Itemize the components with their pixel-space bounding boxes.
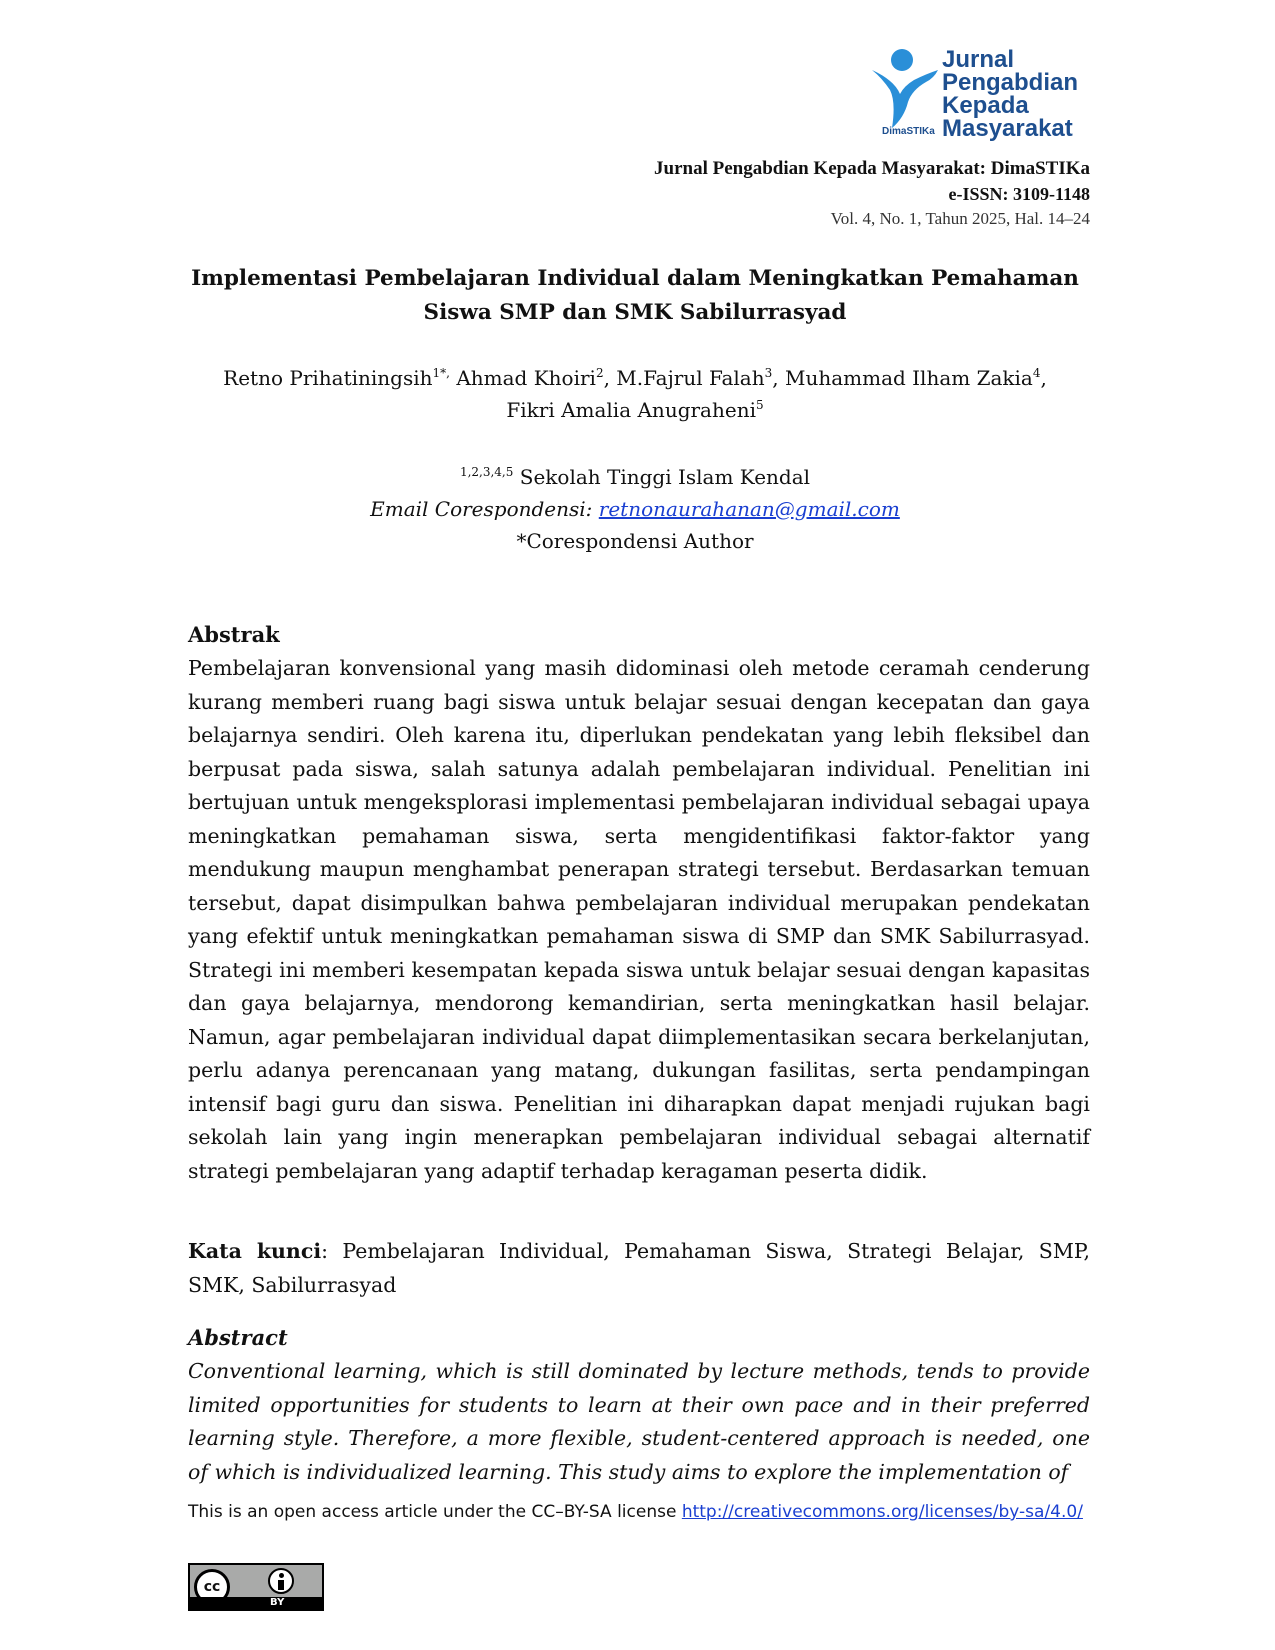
license-link[interactable]: http://creativecommons.org/licenses/by-sa/4.0/	[681, 1502, 1083, 1522]
author-affil-sup: 2	[595, 366, 604, 380]
keywords-label: Kata kunci	[188, 1239, 322, 1263]
license-notice	[188, 1500, 1090, 1525]
affiliation-line	[190, 461, 1080, 493]
affiliation-block	[190, 461, 1080, 557]
email-label: Email Corespondensi:	[370, 497, 599, 521]
journal-meta	[654, 155, 1090, 231]
author-name: Ahmad Khoiri	[449, 366, 596, 390]
abstract-heading: Abstract	[188, 1325, 288, 1350]
author-affil-sup: 4	[1032, 366, 1041, 380]
author-name: Retno Prihatiningsih	[223, 366, 433, 390]
abstract-body: Conventional learning, which is still dominated by lecture methods, tends to provide limited opportunities for students to learn at their own pace and in their preferred learning style. Therefore, a more flexible, student-centered approach is needed, one of which is individualized learning. This study aims to explore the implementation of	[188, 1359, 1090, 1484]
author-affil-sup: 1*,	[432, 366, 450, 380]
paper-title	[190, 262, 1080, 330]
keywords	[188, 1235, 1090, 1302]
author-affil-sup: 5	[755, 398, 764, 412]
email-line	[190, 493, 1080, 525]
journal-logo	[870, 48, 1090, 144]
abstrak-heading: Abstrak	[188, 622, 280, 647]
author-separator: ,	[1040, 366, 1047, 390]
email-link[interactable]: retnonaurahanan@gmail.com	[598, 497, 900, 521]
author-affil-sup: 3	[764, 366, 773, 380]
attribution-icon	[268, 1568, 294, 1594]
title-line: Implementasi Pembelajaran Individual dalam Meningkatkan Pemahaman	[191, 266, 1079, 291]
cc-by-badge[interactable]	[188, 1563, 324, 1611]
author-name: Fikri Amalia Anugraheni	[506, 398, 756, 422]
logo-line: Kepada	[942, 92, 1029, 119]
badge-bar	[190, 1597, 322, 1609]
affiliation-sup: 1,2,3,4,5	[459, 465, 514, 479]
correspondence-note: *Corespondensi Author	[516, 529, 754, 553]
keywords-text: : Pembelajaran Individual, Pemahaman Siswa, Strategi Belajar, SMP, SMK, Sabilurrasyad	[188, 1239, 1090, 1297]
logo-line: Masyarakat	[942, 115, 1073, 142]
author-name: , Muhammad Ilham Zakia	[772, 366, 1033, 390]
title-line: Siswa SMP dan SMK Sabilurrasyad	[423, 300, 847, 325]
journal-volume: Vol. 4, No. 1, Tahun 2025, Hal. 14–24	[830, 209, 1090, 228]
author-list	[190, 362, 1080, 426]
affiliation-institution: Sekolah Tinggi Islam Kendal	[513, 465, 811, 489]
journal-issn: e-ISSN: 3109-1148	[948, 184, 1090, 204]
logo-subtext: DimaSTIKa	[882, 126, 935, 137]
author-line	[190, 362, 1080, 394]
cc-icon: cc	[194, 1569, 230, 1605]
person-icon	[870, 48, 940, 128]
by-label: BY	[270, 1597, 285, 1608]
author-line	[190, 394, 1080, 426]
logo-line: Pengabdian	[942, 69, 1079, 96]
logo-line: Jurnal	[942, 46, 1015, 73]
license-text: This is an open access article under the CC–BY-SA license	[188, 1502, 682, 1522]
author-name: , M.Fajrul Falah	[603, 366, 765, 390]
abstrak-body: Pembelajaran konvensional yang masih didominasi oleh metode ceramah cenderung kurang memberi ruang bagi siswa untuk belajar sesuai dengan kecepatan dan gaya belajarnya sendiri. Oleh karena itu, diperlukan pendekatan yang lebih fleksibel dan berpusat pada siswa, salah satunya adalah pembelajaran individual. Penelitian ini bertujuan untuk mengeksplorasi implementasi pembelajaran individual sebagai upaya meningkatkan pemahaman siswa, serta mengidentifikasi faktor-faktor yang mendukung maupun menghambat penerapan strategi tersebut. Berdasarkan temuan tersebut, dapat disimpulkan bahwa pembelajaran individual merupakan pendekatan yang efektif untuk meningkatkan pemahaman siswa di SMP dan SMK Sabilurrasyad. Strategi ini memberi kesempatan kepada siswa untuk belajar sesuai dengan kapasitas dan gaya belajarnya, mendorong kemandirian, serta meningkatkan hasil belajar. Namun, agar pembelajaran individual dapat diimplementasikan secara berkelanjutan, perlu adanya perencanaan yang matang, dukungan fasilitas, serta pendampingan intensif bagi guru dan siswa. Penelitian ini diharapkan dapat menjadi rujukan bagi sekolah lain yang ingin menerapkan pembelajaran individual sebagai alternatif strategi pembelajaran yang adaptif terhadap keragaman peserta didik.	[188, 656, 1090, 1183]
logo-wordmark	[942, 48, 1078, 140]
journal-name: Jurnal Pengabdian Kepada Masyarakat: DimaSTIKa	[654, 158, 1090, 179]
